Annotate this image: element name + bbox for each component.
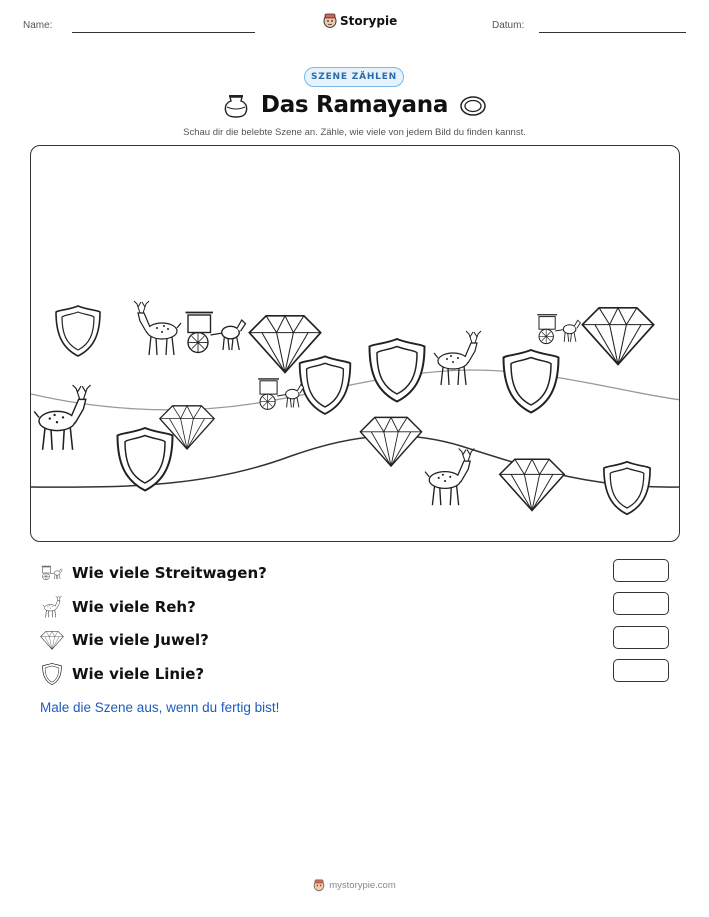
answer-box-shields[interactable] [613, 659, 669, 682]
deer-item [134, 301, 181, 355]
deer-item [425, 449, 474, 506]
gem-item [500, 459, 565, 510]
page-title: Das Ramayana [260, 92, 449, 118]
answer-box-chariots[interactable] [613, 559, 669, 582]
chariot-item [186, 313, 246, 353]
gem-item [582, 308, 653, 365]
chariot-item [537, 315, 580, 344]
jewel-icon [40, 628, 64, 652]
ring-icon [459, 94, 487, 118]
answer-box-deer[interactable] [613, 592, 669, 615]
coloring-note: Male die Szene aus, wenn du fertig bist! [40, 700, 280, 715]
instructions: Schau dir die belebte Szene an. Zähle, wie viele von jedem Bild du finden kannst. [183, 127, 526, 138]
shield-item [504, 350, 559, 413]
counting-scene [30, 145, 680, 542]
footer [0, 879, 709, 892]
deer-item [434, 331, 481, 385]
question-text: Wie viele Linie? [72, 665, 205, 683]
chariot-icon [40, 561, 64, 585]
chariot-item [258, 379, 304, 409]
shield-item [56, 306, 100, 356]
question-row-deer [40, 595, 196, 619]
activity-badge: SZENE ZÄHLEN [304, 67, 404, 87]
question-row-chariots [40, 561, 267, 585]
shield-item [370, 339, 425, 402]
brand-name: Storypie [340, 14, 398, 28]
shield-item [604, 462, 650, 515]
date-line[interactable] [539, 32, 686, 33]
question-text: Wie viele Reh? [72, 598, 196, 616]
footer-url[interactable]: mystorypie.com [329, 880, 396, 891]
hill-line-upper [31, 370, 680, 410]
deer-item [34, 385, 90, 450]
question-row-jewels [40, 628, 209, 652]
question-text: Wie viele Juwel? [72, 631, 209, 649]
storypie-mascot-icon [323, 13, 337, 29]
brand-logo [323, 13, 397, 29]
answer-box-jewels[interactable] [613, 626, 669, 649]
storypie-mascot-icon [313, 879, 325, 892]
name-label: Name: [23, 20, 53, 31]
date-label: Datum: [492, 20, 525, 31]
deer-icon [40, 595, 64, 619]
question-row-shields [40, 662, 204, 686]
gem-item [360, 417, 421, 466]
shield-item [300, 356, 351, 414]
shield-icon [40, 662, 64, 686]
shield-item [118, 428, 173, 491]
name-line[interactable] [72, 32, 255, 33]
question-text: Wie viele Streitwagen? [72, 564, 267, 582]
